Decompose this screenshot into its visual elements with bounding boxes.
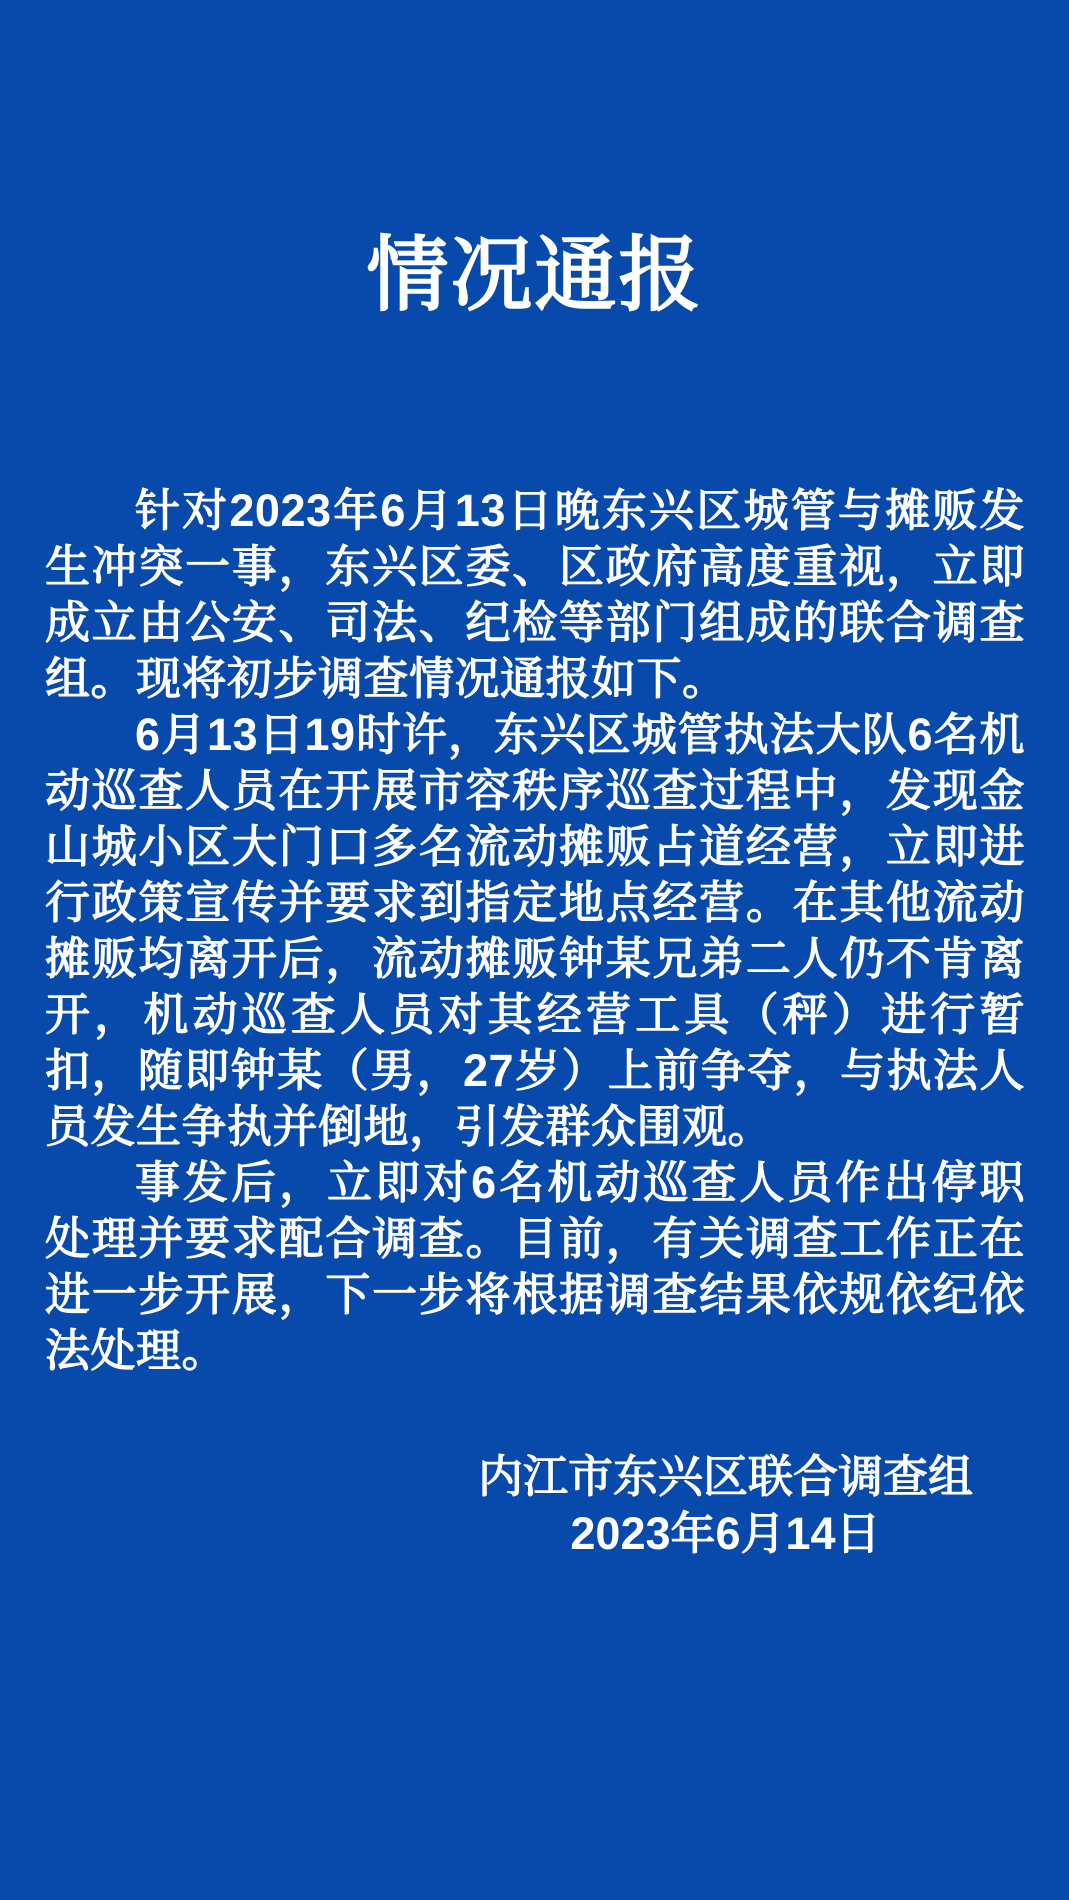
- notice-body: [45, 483, 1025, 1379]
- notice-paragraph-3: 事发后，立即对6名机动巡查人员作出停职处理并要求配合调查。目前，有关调查工作正在进一步开展，下一步将根据调查结果依规依纪依法处理。: [45, 1157, 1025, 1376]
- notice-title: 情况通报: [366, 227, 703, 323]
- signature-block: [478, 1448, 973, 1562]
- notice-paragraph-2: 6月13日19时许，东兴区城管执法大队6名机动巡查人员在开展市容秩序巡查过程中，发现金山城小区大门口多名流动摊贩占道经营，立即进行政策宣传并要求到指定地点经营。在其他流动摊贩均离开后，流动摊贩钟某兄弟二人仍不肯离开，机动巡查人员对其经营工具（秤）进行暂扣，随即钟某（男，27岁）上前争夺，与执法人员发生争执并倒地，引发群众围观。: [45, 709, 1025, 1152]
- signature-date: 2023年6月14日: [570, 1508, 881, 1559]
- signature-organization: 内江市东兴区联合调查组: [477, 1451, 973, 1502]
- notice-paragraph-1: 针对2023年6月13日晚东兴区城管与摊贩发生冲突一事，东兴区委、区政府高度重视，立即成立由公安、司法、纪检等部门组成的联合调查组。现将初步调查情况通报如下。: [45, 485, 1025, 704]
